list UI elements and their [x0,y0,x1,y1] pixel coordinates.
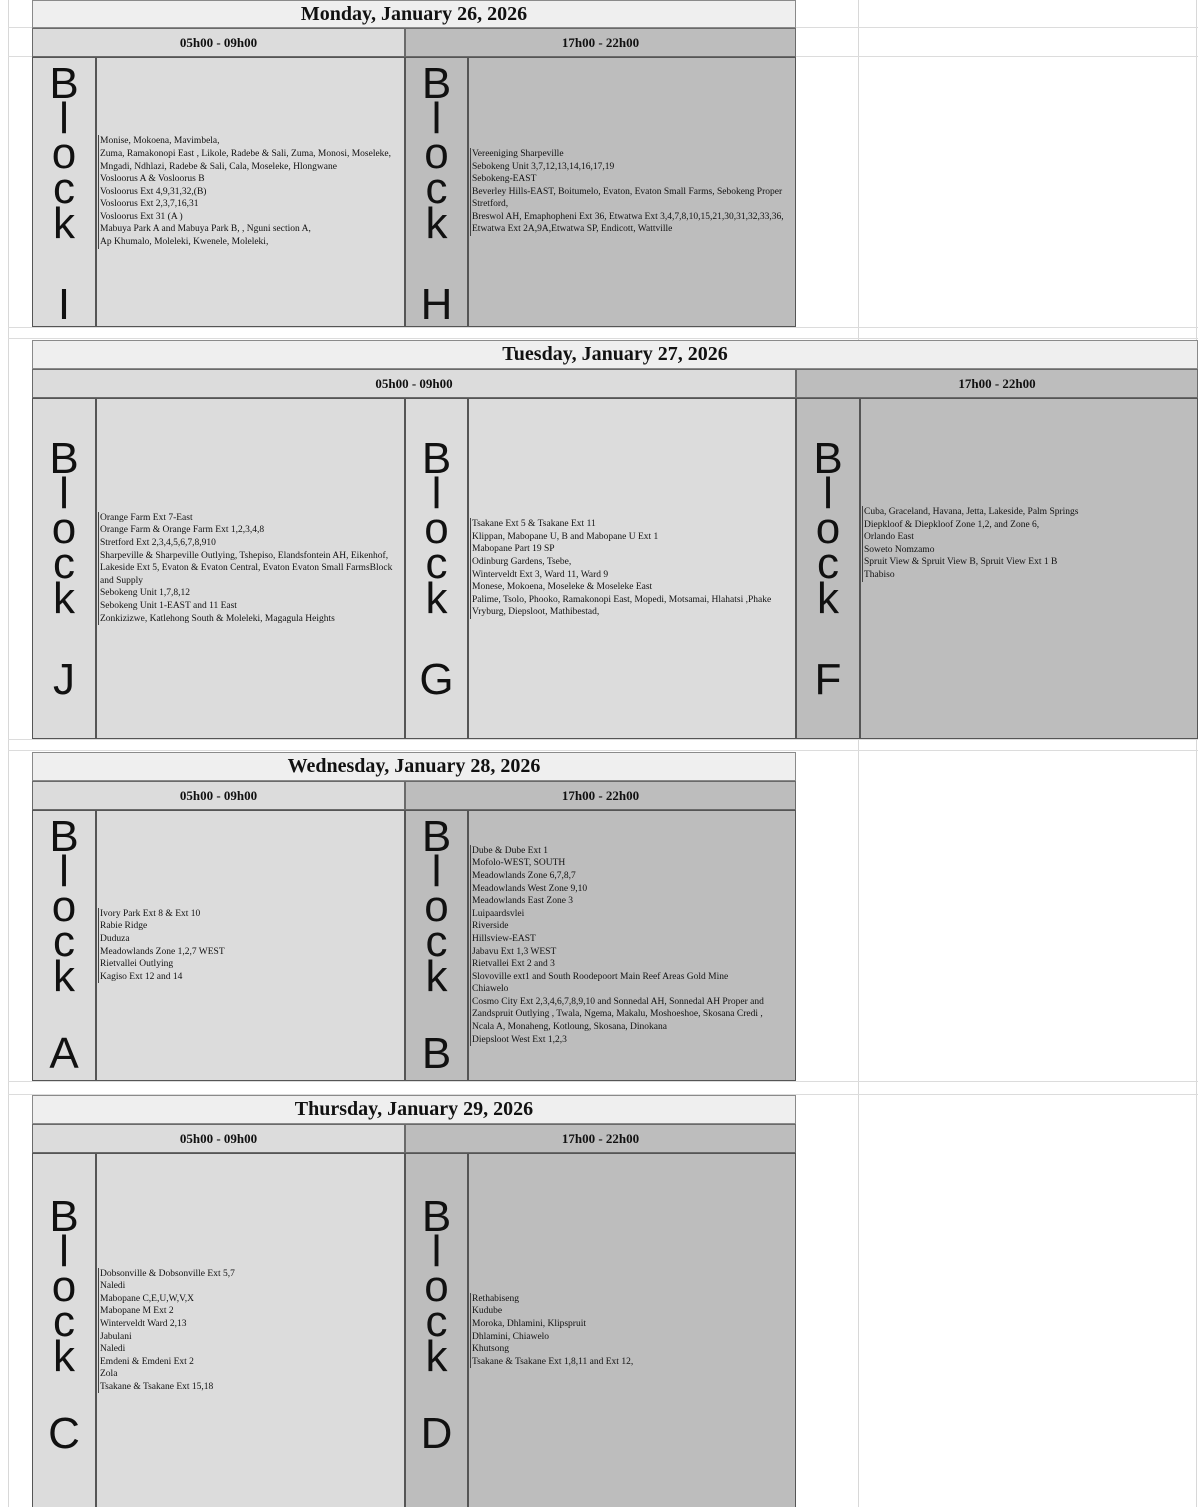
areas-cell [468,1153,796,1507]
block-letter: D [420,1409,453,1458]
day-date: Thursday, January 29, 2026 [294,1098,534,1120]
time-label: 05h00 - 09h00 [179,787,258,803]
list-item: Tsakane & Tsakane Ext 15,18 [98,1381,404,1394]
list-item: Mngadi, Ndhlazi, Radebe & Sali, Cala, Moseleke, Hlongwane [98,161,404,174]
list-item: Chiawelo [470,983,795,996]
list-item: Monese, Mokoena, Moseleke & Moseleke East [470,581,795,594]
list-item: Vosloorus A & Vosloorus B [98,173,404,186]
list-item: Mabuya Park A and Mabuya Park B, , Nguni section A, [98,223,404,236]
grid-line [8,327,1198,328]
list-item: Vosloorus Ext 4,9,31,32,(B) [98,186,404,199]
area-list [97,1268,404,1394]
list-item: Etwatwa Ext 2A,9A,Etwatwa SP, Endicott, Wattville [470,223,795,236]
list-item: Meadowlands East Zone 3 [470,895,795,908]
grid-line [8,739,1198,740]
list-item: Winterveldt Ext 3, Ward 11, Ward 9 [470,569,795,582]
day-date: Tuesday, January 27, 2026 [502,343,728,365]
areas-cell [468,57,796,327]
list-item: Slovoville ext1 and South Roodepoort Main Reef Areas Gold Mine [470,971,795,984]
time-slot-evening [405,1124,796,1153]
day-header-thursday [32,1095,796,1124]
list-item: Sebokeng Unit 3,7,12,13,14,16,17,19 [470,161,795,174]
block-letter: C [48,1409,80,1458]
areas-cell [468,398,796,739]
list-item: Meadowlands Zone 1,2,7 WEST [98,946,404,959]
day-header-wednesday [32,752,796,781]
list-item: Mabopane M Ext 2 [98,1305,404,1318]
area-list [469,518,795,619]
time-label: 17h00 - 22h00 [561,1130,640,1146]
time-label: 05h00 - 09h00 [179,34,258,50]
area-list [97,908,404,984]
block-label-f [796,398,860,739]
block-label-a [32,810,96,1081]
list-item: Beverley Hills-EAST, Boitumelo, Evaton, Evaton Small Farms, Sebokeng Proper [470,186,795,199]
list-item: Rethabiseng [470,1293,795,1306]
list-item: Jabavu Ext 1,3 WEST [470,946,795,959]
list-item: Meadowlands West Zone 9,10 [470,883,795,896]
block-label-j [32,398,96,739]
block-letter: G [419,655,454,704]
block-word: B l o c k [49,1192,79,1381]
list-item: Zola [98,1368,404,1381]
list-item: Hillsview-EAST [470,933,795,946]
list-item: Zuma, Ramakonopi East , Likole, Radebe & Sali, Zuma, Monosi, Moseleke, [98,148,404,161]
list-item: Dobsonville & Dobsonville Ext 5,7 [98,1268,404,1281]
time-label: 05h00 - 09h00 [179,1130,258,1146]
list-item: Sharpeville & Sharpeville Outlying, Tshepiso, Elandsfontein AH, Eikenhof, [98,550,404,563]
time-slot-evening [405,28,796,57]
list-item: Thabiso [862,569,1197,582]
areas-cell [96,57,405,327]
area-list [469,1293,795,1369]
area-list [861,506,1197,582]
list-item: Vryburg, Diepsloot, Mathibestad, [470,606,795,619]
list-item: Rabie Ridge [98,920,404,933]
list-item: Dhlamini, Chiawelo [470,1331,795,1344]
list-item: Rietvallei Ext 2 and 3 [470,958,795,971]
list-item: Sebokeng-EAST [470,173,795,186]
list-item: Tsakane Ext 5 & Tsakane Ext 11 [470,518,795,531]
list-item: Sebokeng Unit 1-EAST and 11 East [98,600,404,613]
block-label-i [32,57,96,327]
list-item: Cosmo City Ext 2,3,4,6,7,8,9,10 and Sonnedal AH, Sonnedal AH Proper and [470,996,795,1009]
block-word: B l o c k [421,812,452,1001]
list-item: Orlando East [862,531,1197,544]
area-list [97,135,404,248]
list-item: Ncala A, Monaheng, Kotloung, Skosana, Dinokana [470,1021,795,1034]
areas-cell [468,810,796,1081]
block-letter: F [814,655,842,704]
list-item: Odinburg Gardens, Tsebe, [470,556,795,569]
block-word: B l o c k [421,59,452,248]
list-item: Riverside [470,920,795,933]
block-letter: B [421,1029,452,1078]
day-date: Monday, January 26, 2026 [300,2,528,25]
block-label-c [32,1153,96,1507]
block-letter: J [53,655,75,704]
areas-cell [96,398,405,739]
time-slot-morning [32,781,405,810]
areas-cell [96,1153,405,1507]
list-item: Soweto Nomzamo [862,544,1197,557]
list-item: Monise, Mokoena, Mavimbela, [98,135,404,148]
block-letter: I [57,280,71,327]
block-word: B l o c k [49,59,79,248]
list-item: Breswol AH, Emaphopheni Ext 36, Etwatwa Ext 3,4,7,8,10,15,21,30,31,32,33,36, [470,211,795,224]
list-item: Emdeni & Emdeni Ext 2 [98,1356,404,1369]
area-list [97,512,404,625]
list-item: Vosloorus Ext 2,3,7,16,31 [98,198,404,211]
grid-line [8,750,1198,751]
list-item: Moroka, Dhlamini, Klipspruit [470,1318,795,1331]
time-label: 05h00 - 09h00 [375,375,453,391]
time-label: 17h00 - 22h00 [561,787,640,803]
grid-line [8,338,1198,339]
list-item: Diepkloof & Diepkloof Zone 1,2, and Zone 6, [862,519,1197,532]
list-item: Mabopane C,E,U,W,V,X [98,1293,404,1306]
list-item: Diepsloot West Ext 1,2,3 [470,1034,795,1047]
list-item: Winterveldt Ward 2,13 [98,1318,404,1331]
block-letter: A [49,1029,79,1078]
areas-cell [96,810,405,1081]
list-item: Orange Farm Ext 7-East [98,512,404,525]
block-label-h [405,57,468,327]
list-item: Dube & Dube Ext 1 [470,845,795,858]
area-list [469,148,795,236]
list-item: Luipaardsvlei [470,908,795,921]
list-item: Ap Khumalo, Moleleki, Kwenele, Moleleki, [98,236,404,249]
time-slot-morning [32,1124,405,1153]
list-item: Naledi [98,1280,404,1293]
grid-line [8,1081,1198,1082]
list-item: Meadowlands Zone 6,7,8,7 [470,870,795,883]
areas-cell [860,398,1198,739]
block-word: B l o c k [49,434,79,623]
time-slot-morning [32,369,796,398]
day-date: Wednesday, January 28, 2026 [287,755,541,777]
area-list [469,845,795,1047]
time-slot-evening [796,369,1198,398]
block-label-d [405,1153,468,1507]
list-item: Zandspruit Outlying , Twala, Ngema, Makalu, Moshoeshoe, Skosana Credi , [470,1008,795,1021]
list-item: Zonkizizwe, Katlehong South & Moleleki, Magagula Heights [98,613,404,626]
list-item: Tsakane & Tsakane Ext 1,8,11 and Ext 12, [470,1356,795,1369]
list-item: Vosloorus Ext 31 (A ) [98,211,404,224]
block-label-g [405,398,468,739]
time-slot-morning [32,28,405,57]
list-item: and Supply [98,575,404,588]
block-letter: H [420,280,453,327]
list-item: Vereeniging Sharpeville [470,148,795,161]
list-item: Sebokeng Unit 1,7,8,12 [98,587,404,600]
list-item: Mabopane Part 19 SP [470,543,795,556]
block-word: B l o c k [49,812,79,1001]
list-item: Orange Farm & Orange Farm Ext 1,2,3,4,8 [98,524,404,537]
list-item: Rietvallei Outlying [98,958,404,971]
list-item: Spruit View & Spruit View B, Spruit View Ext 1 B [862,556,1197,569]
time-label: 17h00 - 22h00 [561,34,640,50]
list-item: Lakeside Ext 5, Evaton & Evaton Central, Evaton Evaton Small FarmsBlock [98,562,404,575]
list-item: Cuba, Graceland, Havana, Jetta, Lakeside, Palm Springs [862,506,1197,519]
list-item: Naledi [98,1343,404,1356]
time-slot-evening [405,781,796,810]
list-item: Klippan, Mabopane U, B and Mabopane U Ext 1 [470,531,795,544]
block-word: B l o c k [421,434,452,623]
list-item: Mofolo-WEST, SOUTH [470,857,795,870]
block-word: B l o c k [813,434,843,623]
list-item: Khutsong [470,1343,795,1356]
list-item: Stretford, [470,198,795,211]
list-item: Stretford Ext 2,3,4,5,6,7,8,910 [98,537,404,550]
day-header-monday [32,0,796,28]
list-item: Jabulani [98,1331,404,1344]
time-label: 17h00 - 22h00 [958,375,1036,391]
list-item: Duduza [98,933,404,946]
list-item: Kagiso Ext 12 and 14 [98,971,404,984]
day-header-tuesday [32,340,1198,369]
block-word: B l o c k [421,1192,452,1381]
list-item: Palime, Tsolo, Phooko, Ramakonopi East, Mopedi, Motsamai, Hlahatsi ,Phake [470,594,795,607]
list-item: Ivory Park Ext 8 & Ext 10 [98,908,404,921]
block-label-b [405,810,468,1081]
list-item: Kudube [470,1305,795,1318]
